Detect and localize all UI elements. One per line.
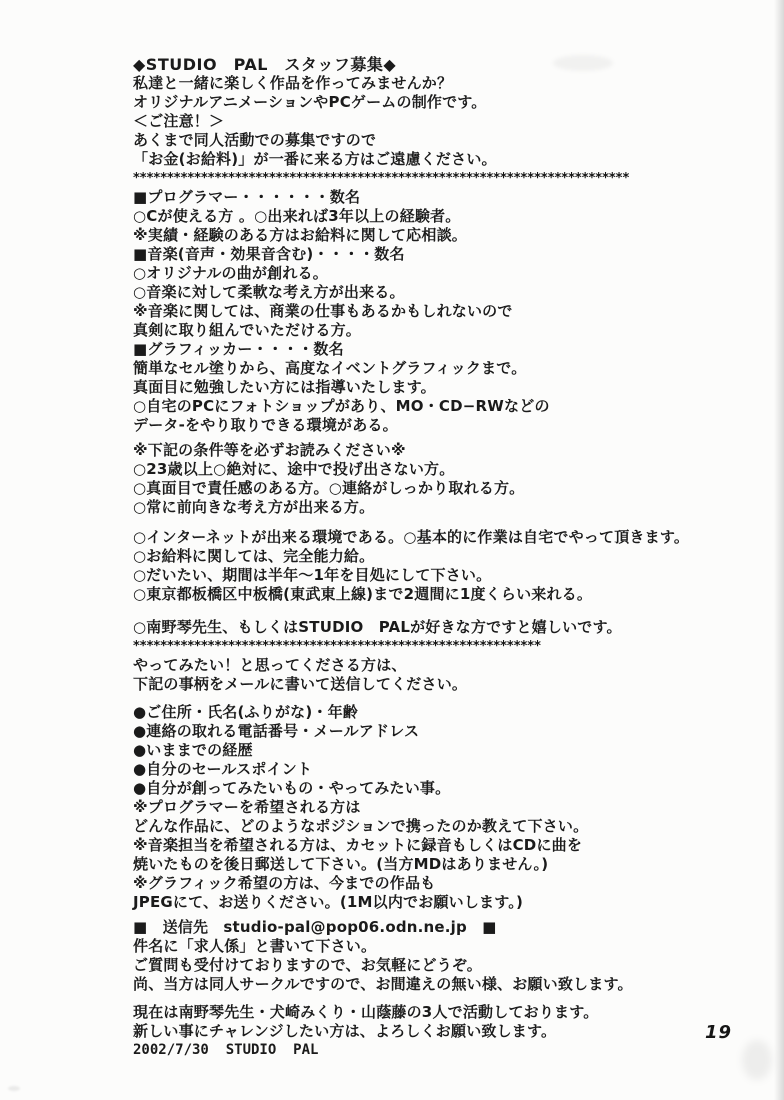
- apply-intro-line: 下記の事柄をメールに書いて送信してください。: [133, 675, 468, 693]
- intro-line: あくまで同人活動での募集ですので: [133, 131, 377, 149]
- work-terms-line: ○お給料に関しては、完全能力給。: [133, 547, 375, 565]
- scan-smudge: [553, 55, 613, 71]
- preference-line: ○南野琴先生、もしくはSTUDIO PALが好きな方ですと嬉しいです。: [133, 618, 622, 636]
- apply-intro-line: やってみたい！と思ってくださる方は、: [133, 656, 407, 674]
- contact-email-line: ■ 送信先 studio-pal@pop06.odn.ne.jp ■: [133, 918, 497, 936]
- apply-item: ●いままでの経歴: [133, 741, 253, 759]
- scan-smudge: [8, 1086, 20, 1091]
- apply-note: 焼いたものを後日郵送して下さい。(当方MDはありません。): [133, 855, 549, 873]
- conditions-line: ○23歳以上○絶対に、途中で投げ出さない方。: [133, 460, 455, 478]
- apply-item: ●自分が創ってみたいもの・やってみたい事。: [133, 779, 451, 797]
- apply-note: ※プログラマーを希望される方は: [133, 798, 361, 816]
- intro-line: オリジナルアニメーションやPCゲームの制作です。: [133, 93, 487, 111]
- apply-item: ●連絡の取れる電話番号・メールアドレス: [133, 722, 420, 740]
- recruit-line: ※音楽に関しては、商業の仕事もあるかもしれないので: [133, 302, 513, 320]
- intro-line: 「お金(お給料)」が一番に来る方はご遠慮ください。: [133, 150, 497, 168]
- recruit-section: [133, 188, 550, 435]
- closing-line: 新しい事にチャレンジしたい方は、よろしくお願い致します。: [133, 1022, 557, 1040]
- apply-item: ●自分のセールスポイント: [133, 760, 313, 778]
- work-terms-line: ○だいたい、期間は半年～1年を目処にして下さい。: [133, 566, 492, 584]
- page-number: 19: [705, 1022, 733, 1043]
- conditions-heading: ※下記の条件等を必ずお読みください※: [133, 441, 406, 459]
- recruit-line: 簡単なセル塗りから、高度なイベントグラフィックまで。: [133, 359, 527, 377]
- separator-asterisk-row-short: ************************************************************: [133, 639, 541, 654]
- recruit-graphicker-heading: ■グラフィッカー・・・・数名: [133, 340, 344, 358]
- notice-heading: ＜ご注意！＞: [133, 112, 225, 130]
- apply-note: ※音楽担当を希望される方は、カセットに録音もしくはCDに曲を: [133, 836, 583, 854]
- conditions-line: ○常に前向きな考え方が出来る方。: [133, 498, 375, 516]
- recruit-line: ○Cが使える方 。○出来れば3年以上の経験者。: [133, 207, 461, 225]
- intro-line: 私達と一緒に楽しく作品を作ってみませんか？: [133, 74, 453, 92]
- apply-item: ●ご住所・氏名(ふりがな)・年齢: [133, 703, 359, 721]
- contact-line: 尚、当方は同人サークルですので、お間違えの無い様、お願い致します。: [133, 975, 633, 993]
- contact-line: ご質問も受付けておりますので、お気軽にどうぞ。: [133, 956, 483, 974]
- apply-note: ※グラフィック希望の方は、今までの作品も: [133, 874, 436, 892]
- intro-section: [133, 55, 497, 169]
- work-terms-line: ○東京都板橋区中板橋(東武東上線)まで2週間に1度くらい来れる。: [133, 585, 593, 603]
- recruit-line: 真面目に勉強したい方には指導いたします。: [133, 378, 436, 396]
- work-terms-line: ○インターネットが出来る環境である。○基本的に作業は自宅でやって頂きます。: [133, 528, 690, 546]
- work-terms-section: [133, 528, 689, 604]
- recruit-line: ○オリジナルの曲が創れる。: [133, 264, 328, 282]
- conditions-line: ○真面目で責任感のある方。○連絡がしっかり取れる方。: [133, 479, 525, 497]
- closing-line: 現在は南野琴先生・犬崎みくり・山蔭藤の3人で活動しております。: [133, 1003, 599, 1021]
- recruit-line: データ-をやり取りできる環境がある。: [133, 416, 398, 434]
- recruit-line: 真剣に取り組んでいただける方。: [133, 321, 362, 339]
- apply-note: どんな作品に、どのようなポジションで携ったのか教えて下さい。: [133, 817, 589, 835]
- recruit-line: ○自宅のPCにフォトショップがあり、MO・CD−RWなどの: [133, 397, 550, 415]
- contact-line: 件名に「求人係」と書いて下さい。: [133, 937, 377, 955]
- date-line: 2002/7/30 STUDIO PAL: [133, 1042, 319, 1058]
- scan-smudge: [742, 1040, 772, 1080]
- recruit-programmer-heading: ■プログラマー・・・・・・数名: [133, 188, 361, 206]
- document-title: ◆STUDIO PAL スタッフ募集◆: [133, 55, 397, 74]
- recruit-line: ※実績・経験のある方はお給料に関して応相談。: [133, 226, 467, 244]
- scan-edge-shadow: [774, 0, 784, 1100]
- apply-note: JPEGにて、お送りください。(1M以内でお願いします。): [133, 893, 524, 911]
- recruit-line: ○音楽に対して柔軟な考え方が出来る。: [133, 283, 405, 301]
- conditions-section: [133, 441, 524, 517]
- recruit-music-heading: ■音楽(音声・効果音含む)・・・・数名: [133, 245, 405, 263]
- separator-asterisk-row: *************************************************************************: [133, 171, 630, 186]
- apply-intro-section: [133, 618, 622, 694]
- contact-section: [133, 918, 633, 994]
- closing-section: [133, 1003, 598, 1060]
- apply-items-section: [133, 703, 588, 912]
